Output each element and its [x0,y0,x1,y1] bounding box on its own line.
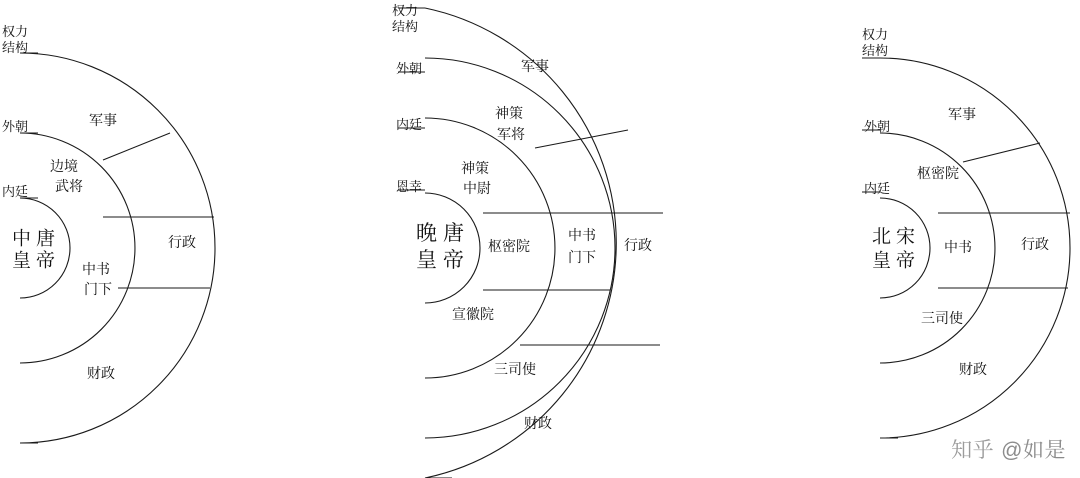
panel3-inner-seg2: 三司使 [921,312,963,328]
panel3-axis-label-2: 内廷 [864,180,891,196]
watermark-text: @如是 [1001,439,1066,462]
panel2-center-line3: 帝 [443,247,464,272]
panel2-middle-seg1: 三司使 [494,363,536,379]
panel2-inner-seg0-line0: 神策 [495,107,523,123]
panel1-axis-label-1: 外朝 [2,118,29,134]
panel3-center-line0: 北 [872,226,892,248]
panel3-center-line1: 宋 [896,226,916,248]
panel3-divider-1 [963,143,1040,162]
panel2-outer-seg2: 财政 [524,417,552,433]
panel2-center-line2: 皇 [416,247,437,272]
zhihu-logo-icon: 知乎 [951,439,995,462]
panel3-center-line3: 帝 [896,250,916,272]
panel-north-song [862,27,1070,438]
panel2-inner-seg2: 枢密院 [488,240,530,256]
panel3-axis-label-1: 外朝 [864,118,891,134]
panel2-outer-seg0: 军事 [521,60,549,76]
panel1-inner-seg0-line0: 边境 [50,160,78,176]
panel2-middle-seg0-line0: 中书 [568,229,596,245]
panel2-center-line1: 唐 [443,220,464,245]
panel1-axis-label-2: 内廷 [2,183,29,199]
panel-mid-tang [2,24,215,443]
panel2-inner-seg1-line1: 中尉 [463,182,491,198]
panel1-inner-seg1-line1: 门下 [84,283,112,299]
panel2-axis-label-2: 内廷 [396,116,423,132]
panel2-divider-1 [535,130,628,148]
panel1-inner-seg1-line0: 中书 [82,263,110,279]
panel3-center-arc [880,198,930,298]
panel2-middle-seg0-line1: 门下 [568,251,596,267]
watermark [951,434,1066,464]
panel3-axis-label-0-line0: 权力 [862,26,889,42]
panel1-center-line0: 中 [12,228,32,250]
panel1-center-line2: 皇 [12,250,32,272]
panel1-axis-label-0-line0: 权力 [2,23,29,39]
panel1-center-line3: 帝 [36,250,56,272]
panel3-outer-seg2: 财政 [959,363,987,379]
panel2-axis-label-0-line0: 权力 [392,2,419,18]
panel2-axis-label-1: 外朝 [396,60,423,76]
panel3-outer-seg0: 军事 [948,108,976,124]
panel2-axis-label-3: 恩幸 [396,178,423,194]
panel2-inner-seg3: 宣徽院 [452,308,494,324]
panel3-axis-label-0-line1: 结构 [862,42,889,58]
panel1-outer-seg2: 财政 [87,367,115,383]
panel1-center-line1: 唐 [36,228,56,250]
panel3-outer-seg1: 行政 [1021,238,1049,254]
panel-late-tang [392,3,663,478]
panel3-center-line2: 皇 [872,250,892,272]
panel2-inner-seg0-line1: 军将 [497,128,525,144]
panel2-inner-seg1-line0: 神策 [461,162,489,178]
panel1-inner-seg0-line1: 武将 [55,180,83,196]
panel2-outer-seg1: 行政 [624,239,652,255]
panel3-inner-seg0: 枢密院 [917,167,959,183]
panel1-divider-1 [103,133,170,160]
panel2-axis-label-0-line1: 结构 [392,18,419,34]
panel1-outer-seg0: 军事 [89,114,117,130]
panel1-outer-seg1: 行政 [168,236,196,252]
panel1-axis-label-0-line1: 结构 [2,39,29,55]
panel2-center-line0: 晚 [416,220,437,245]
panel3-inner-seg1: 中书 [944,241,972,257]
